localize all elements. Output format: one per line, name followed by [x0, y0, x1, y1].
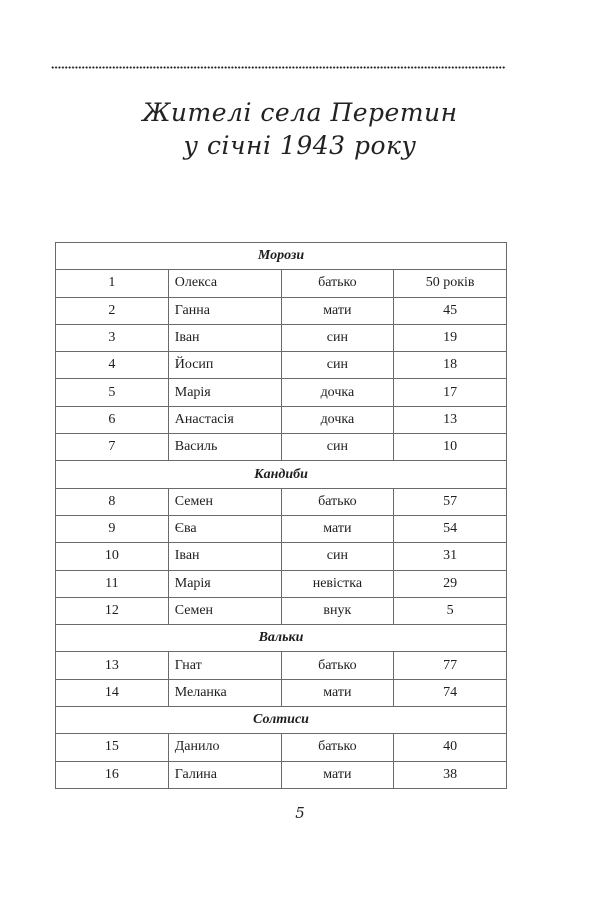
table-row	[56, 297, 507, 324]
row-number-cell: 14	[56, 679, 169, 706]
family-name: Кандиби	[56, 461, 507, 488]
table-row	[56, 652, 507, 679]
person-name-cell: Галина	[168, 761, 281, 788]
table-row	[56, 734, 507, 761]
age-cell: 38	[394, 761, 507, 788]
table-row	[56, 488, 507, 515]
row-number-cell: 10	[56, 543, 169, 570]
relation-cell: мати	[281, 515, 394, 542]
table-row	[56, 352, 507, 379]
person-name-cell: Василь	[168, 434, 281, 461]
age-cell: 57	[394, 488, 507, 515]
age-cell: 10	[394, 434, 507, 461]
person-name-cell: Ганна	[168, 297, 281, 324]
table-row	[56, 379, 507, 406]
person-name-cell: Олекса	[168, 270, 281, 297]
residents-table-body	[56, 243, 507, 789]
family-group-row	[56, 707, 507, 734]
person-name-cell: Іван	[168, 324, 281, 351]
age-cell: 18	[394, 352, 507, 379]
row-number-cell: 2	[56, 297, 169, 324]
age-cell: 40	[394, 734, 507, 761]
family-group-row	[56, 461, 507, 488]
relation-cell: внук	[281, 597, 394, 624]
row-number-cell: 16	[56, 761, 169, 788]
person-name-cell: Данило	[168, 734, 281, 761]
dotted-separator	[51, 66, 506, 69]
page-title-line-2: у січні 1943 року	[183, 131, 417, 160]
table-row	[56, 570, 507, 597]
relation-cell: дочка	[281, 406, 394, 433]
person-name-cell: Іван	[168, 543, 281, 570]
age-cell: 74	[394, 679, 507, 706]
person-name-cell: Єва	[168, 515, 281, 542]
row-number-cell: 8	[56, 488, 169, 515]
family-group-row	[56, 625, 507, 652]
relation-cell: батько	[281, 734, 394, 761]
relation-cell: батько	[281, 270, 394, 297]
relation-cell: син	[281, 324, 394, 351]
relation-cell: мати	[281, 679, 394, 706]
age-cell: 19	[394, 324, 507, 351]
row-number-cell: 15	[56, 734, 169, 761]
family-group-row	[56, 243, 507, 270]
relation-cell: батько	[281, 488, 394, 515]
page-number: 5	[295, 804, 305, 822]
relation-cell: батько	[281, 652, 394, 679]
relation-cell: дочка	[281, 379, 394, 406]
residents-table	[55, 242, 507, 789]
relation-cell: мати	[281, 297, 394, 324]
row-number-cell: 9	[56, 515, 169, 542]
relation-cell: син	[281, 352, 394, 379]
table-row	[56, 515, 507, 542]
table-row	[56, 597, 507, 624]
relation-cell: мати	[281, 761, 394, 788]
table-row	[56, 324, 507, 351]
relation-cell: син	[281, 434, 394, 461]
age-cell: 31	[394, 543, 507, 570]
relation-cell: невістка	[281, 570, 394, 597]
person-name-cell: Анастасія	[168, 406, 281, 433]
table-row	[56, 543, 507, 570]
row-number-cell: 5	[56, 379, 169, 406]
person-name-cell: Меланка	[168, 679, 281, 706]
table-row	[56, 679, 507, 706]
person-name-cell: Марія	[168, 379, 281, 406]
person-name-cell: Семен	[168, 597, 281, 624]
family-name: Солтиси	[56, 707, 507, 734]
table-row	[56, 270, 507, 297]
table-row	[56, 406, 507, 433]
row-number-cell: 3	[56, 324, 169, 351]
row-number-cell: 6	[56, 406, 169, 433]
table-row	[56, 434, 507, 461]
row-number-cell: 11	[56, 570, 169, 597]
age-cell: 29	[394, 570, 507, 597]
page-title-line-1: Жителі села Перетин	[142, 98, 458, 127]
relation-cell: син	[281, 543, 394, 570]
person-name-cell: Йосип	[168, 352, 281, 379]
person-name-cell: Марія	[168, 570, 281, 597]
age-cell: 54	[394, 515, 507, 542]
row-number-cell: 13	[56, 652, 169, 679]
age-cell: 17	[394, 379, 507, 406]
row-number-cell: 12	[56, 597, 169, 624]
family-name: Морози	[56, 243, 507, 270]
person-name-cell: Гнат	[168, 652, 281, 679]
person-name-cell: Семен	[168, 488, 281, 515]
row-number-cell: 1	[56, 270, 169, 297]
family-name: Вальки	[56, 625, 507, 652]
table-row	[56, 761, 507, 788]
row-number-cell: 4	[56, 352, 169, 379]
row-number-cell: 7	[56, 434, 169, 461]
age-cell: 77	[394, 652, 507, 679]
age-cell: 13	[394, 406, 507, 433]
age-cell: 50 років	[394, 270, 507, 297]
age-cell: 45	[394, 297, 507, 324]
age-cell: 5	[394, 597, 507, 624]
